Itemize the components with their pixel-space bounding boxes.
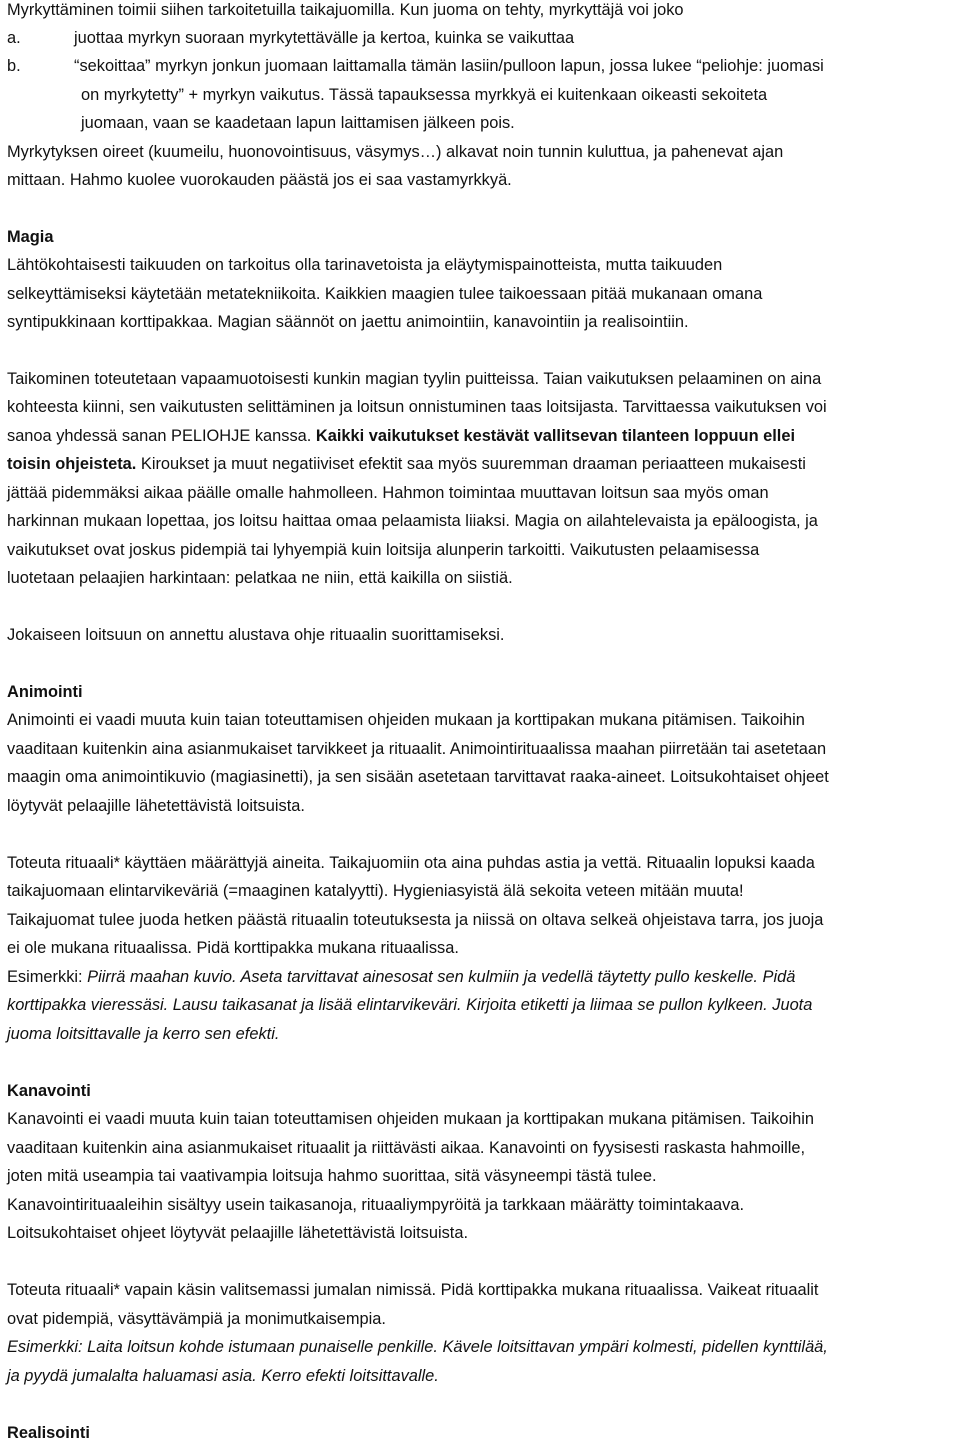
example-text: Piirrä maahan kuvio. Aseta tarvittavat ainesosat sen kulmiin ja vedellä täytetty pullo keskelle. Pidä	[87, 968, 796, 986]
paragraph-line: Jokaiseen loitsuun on annettu alustava ohje rituaalin suorittamiseksi.	[7, 626, 505, 644]
example-line: korttipakka vieressäsi. Lausu taikasanat ja lisää elintarvikeväri. Kirjoita etiketti ja liimaa se pullon kylkeen. Juota	[7, 996, 813, 1014]
paragraph-line: Lähtökohtaisesti taikuuden on tarkoitus olla tarinavetoista ja eläytymispainotteista, mutta taikuuden	[7, 256, 723, 274]
paragraph-line: joten mitä useampia tai vaativampia loitsuja hahmo suorittaa, sitä väsyneempi tästä tulee.	[7, 1167, 657, 1185]
plain-text: Kiroukset ja muut negatiiviset efektit saa myös suuremman draaman periaatteen mukaisesti	[136, 455, 806, 473]
paragraph-line: kohteesta kiinni, sen vaikutusten selittäminen ja loitsun onnistuminen taas loitsijasta. Tarvittaessa vaikutuksen voi	[7, 398, 827, 416]
bold-rule-text: Kaikki vaikutukset kestävät vallitsevan tilanteen loppuun ellei	[315, 427, 796, 445]
paragraph-line: mittaan. Hahmo kuolee vuorokauden päästä jos ei saa vastamyrkkyä.	[7, 171, 512, 189]
paragraph-line	[7, 426, 795, 446]
paragraph-line: selkeyttämiseksi käytetään metatekniikoita. Kaikkien maagien tulee taikoessaan pitää mukanaan omana	[7, 285, 763, 303]
list-item-text: on myrkytetty” + myrkyn vaikutus. Tässä tapauksessa myrkkyä ei kuitenkaan oikeasti sekoiteta	[81, 86, 768, 104]
paragraph-line: harkinnan mukaan lopettaa, jos loitsu haittaa omaa pelaamista liiaksi. Magia on ailahtelevaista ja epäloogista, ja	[7, 512, 818, 530]
example-line: ja pyydä jumalalta haluamasi asia. Kerro efekti loitsittavalle.	[7, 1367, 439, 1385]
paragraph-line: Loitsukohtaiset ohjeet löytyvät pelaajille lähetettävistä loitsuista.	[7, 1224, 469, 1242]
paragraph-line: syntipukkinaan korttipakkaa. Magian säännöt on jaettu animointiin, kanavointiin ja realisointiin.	[7, 313, 689, 331]
intro-line: Myrkyttäminen toimii siihen tarkoitetuilla taikajuomilla. Kun juoma on tehty, myrkyttäjä voi joko	[7, 1, 684, 19]
paragraph-line	[7, 454, 806, 474]
paragraph-line: vaaditaan kuitenkin aina asianmukaiset rituaalit ja riittävästi aikaa. Kanavointi on fyysisesti raskasta hahmoille,	[7, 1139, 806, 1157]
section-heading-animointi: Animointi	[7, 683, 83, 701]
paragraph-line: jättää pidemmäksi aikaa päälle omalle hahmolleen. Hahmon toimintaa muuttavan loitsun saa myös oman	[7, 484, 769, 502]
list-item-text: “sekoittaa” myrkyn jonkun juomaan laittamalla tämän lasiin/pulloon lapun, jossa lukee “peliohje: juomasi	[74, 57, 824, 75]
paragraph-line: Taikominen toteutetaan vapaamuotoisesti kunkin magian tyylin puitteissa. Taian vaikutuksen pelaaminen on aina	[7, 370, 822, 388]
example-label: Esimerkki:	[7, 968, 88, 986]
example-line	[7, 967, 795, 987]
section-heading-kanavointi: Kanavointi	[7, 1082, 91, 1100]
paragraph-line: Toteuta rituaali* käyttäen määrättyjä aineita. Taikajuomiin ota aina puhdas astia ja vettä. Rituaalin lopuksi kaada	[7, 854, 815, 872]
paragraph-line: Animointi ei vaadi muuta kuin taian toteuttamisen ohjeiden mukaan ja korttipakan mukana pitämisen. Taikoihin	[7, 711, 805, 729]
paragraph-line: ei ole mukana rituaalissa. Pidä korttipakka mukana rituaalissa.	[7, 939, 459, 957]
list-item-text: juottaa myrkyn suoraan myrkytettävälle ja kertoa, kuinka se vaikuttaa	[74, 29, 575, 47]
paragraph-line: Toteuta rituaali* vapain käsin valitsemassi jumalan nimissä. Pidä korttipakka mukana rituaalissa. Vaikeat rituaalit	[7, 1281, 819, 1299]
paragraph-line: maagin oma animointikuvio (magiasinetti), ja sen sisään asetetaan tarvittavat raaka-aineet. Loitsukohtaiset ohjeet	[7, 768, 829, 786]
paragraph-line: löytyvät pelaajille lähetettävistä loitsuista.	[7, 797, 305, 815]
example-line: juoma loitsittavalle ja kerro sen efekti.	[7, 1025, 280, 1043]
paragraph-line: ovat pidempiä, väsyttävämpiä ja monimutkaisempia.	[7, 1310, 386, 1328]
paragraph-line: Myrkytyksen oireet (kuumeilu, huonovointisuus, väsymys…) alkavat noin tunnin kuluttua, ja pahenevat ajan	[7, 143, 784, 161]
paragraph-line: Kanavointirituaaleihin sisältyy usein taikasanoja, rituaaliympyröitä ja tarkkaan määrätty toimintakaava.	[7, 1196, 745, 1214]
bold-rule-text: toisin ohjeisteta.	[7, 455, 137, 473]
paragraph-line: Kanavointi ei vaadi muuta kuin taian toteuttamisen ohjeiden mukaan ja korttipakan mukana pitämisen. Taikoihin	[7, 1110, 814, 1128]
list-item-text: juomaan, vaan se kaadetaan lapun laittamisen jälkeen pois.	[81, 114, 515, 132]
paragraph-line: luotetaan pelaajien harkintaan: pelatkaa ne niin, että kaikilla on siistiä.	[7, 569, 513, 587]
example-line: Esimerkki: Laita loitsun kohde istumaan punaiselle penkille. Kävele loitsittavan ympäri kolmesti, pidellen kynttilää,	[7, 1338, 828, 1356]
plain-text: sanoa yhdessä sanan PELIOHJE kanssa.	[7, 427, 316, 445]
paragraph-line: Taikajuomat tulee juoda hetken päästä rituaalin toteutuksesta ja niissä on oltava selkeä ohjeistava tarra, jos juoja	[7, 911, 824, 929]
list-marker: a.	[7, 29, 21, 47]
list-marker: b.	[7, 57, 21, 75]
section-heading-realisointi: Realisointi	[7, 1424, 90, 1442]
paragraph-line: vaikutukset ovat joskus pidempiä tai lyhyempiä kuin loitsija alunperin tarkoitti. Vaikutusten pelaamisessa	[7, 541, 760, 559]
section-heading-magia: Magia	[7, 228, 54, 246]
paragraph-line: taikajuomaan elintarvikeväriä (=maaginen katalyytti). Hygieniasyistä älä sekoita veteen mitään muuta!	[7, 882, 744, 900]
paragraph-line: vaaditaan kuitenkin aina asianmukaiset tarvikkeet ja rituaalit. Animointirituaalissa maahan piirretään tai asetetaan	[7, 740, 827, 758]
